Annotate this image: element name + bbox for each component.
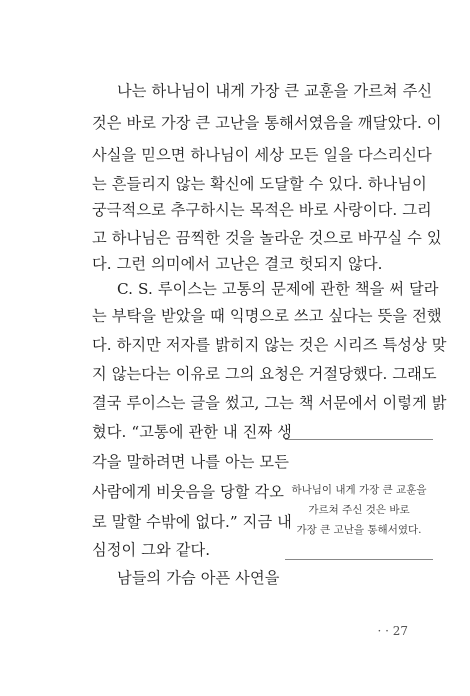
body-line: 지 않는다는 이유로 그의 요청은 거절당했다. 그래도	[92, 365, 437, 383]
body-line: 나는 하나님이 내게 가장 큰 교훈을 가르쳐 주신	[117, 82, 433, 100]
body-line: 결국 루이스는 글을 썼고, 그는 책 서문에서 이렇게 밝	[92, 394, 447, 412]
body-line: 는 흔들리지 않는 확신에 도달할 수 있다. 하나님이	[92, 175, 427, 193]
body-line: 사실을 믿으면 하나님이 세상 모든 일을 다스리신다	[92, 146, 432, 164]
pull-quote-line: 하나님이 내게 가장 큰 교훈을	[291, 484, 427, 496]
body-line: 고 하나님은 끔찍한 것을 놀라운 것으로 바꾸실 수 있	[92, 229, 442, 247]
body-line: 는 부탁을 받았을 때 익명으로 쓰고 싶다는 뜻을 전했	[92, 307, 442, 325]
body-line: 사람에게 비웃음을 당할 각오	[92, 483, 285, 501]
body-line: 각을 말하려면 나를 아는 모든	[92, 453, 289, 471]
body-line: C. S. 루이스는 고통의 문제에 관한 책을 써 달라	[117, 280, 439, 298]
body-line: 남들의 가슴 아픈 사연을	[117, 569, 280, 587]
pull-quote-top-rule	[285, 439, 433, 440]
pull-quote-line: 가장 큰 고난을 통해서였다.	[296, 524, 422, 536]
pull-quote-bottom-rule	[285, 559, 433, 560]
body-line: 다. 하지만 저자를 밝히지 않는 것은 시리즈 특성상 맞	[92, 336, 447, 354]
body-line: 다. 그런 의미에서 고난은 결코 헛되지 않다.	[92, 255, 383, 273]
body-line: 궁극적으로 추구하시는 목적은 바로 사랑이다. 그리	[92, 201, 432, 219]
body-line: 혔다. “고통에 관한 내 진짜 생	[92, 423, 292, 441]
body-line: 로 말할 수밖에 없다.” 지금 내	[92, 513, 292, 531]
page-number: · · 27	[377, 624, 408, 638]
body-line: 심정이 그와 같다.	[92, 541, 211, 559]
pull-quote-line: 가르쳐 주신 것은 바로	[308, 504, 410, 516]
body-line: 것은 바로 가장 큰 고난을 통해서였음을 깨달았다. 이	[92, 114, 442, 132]
